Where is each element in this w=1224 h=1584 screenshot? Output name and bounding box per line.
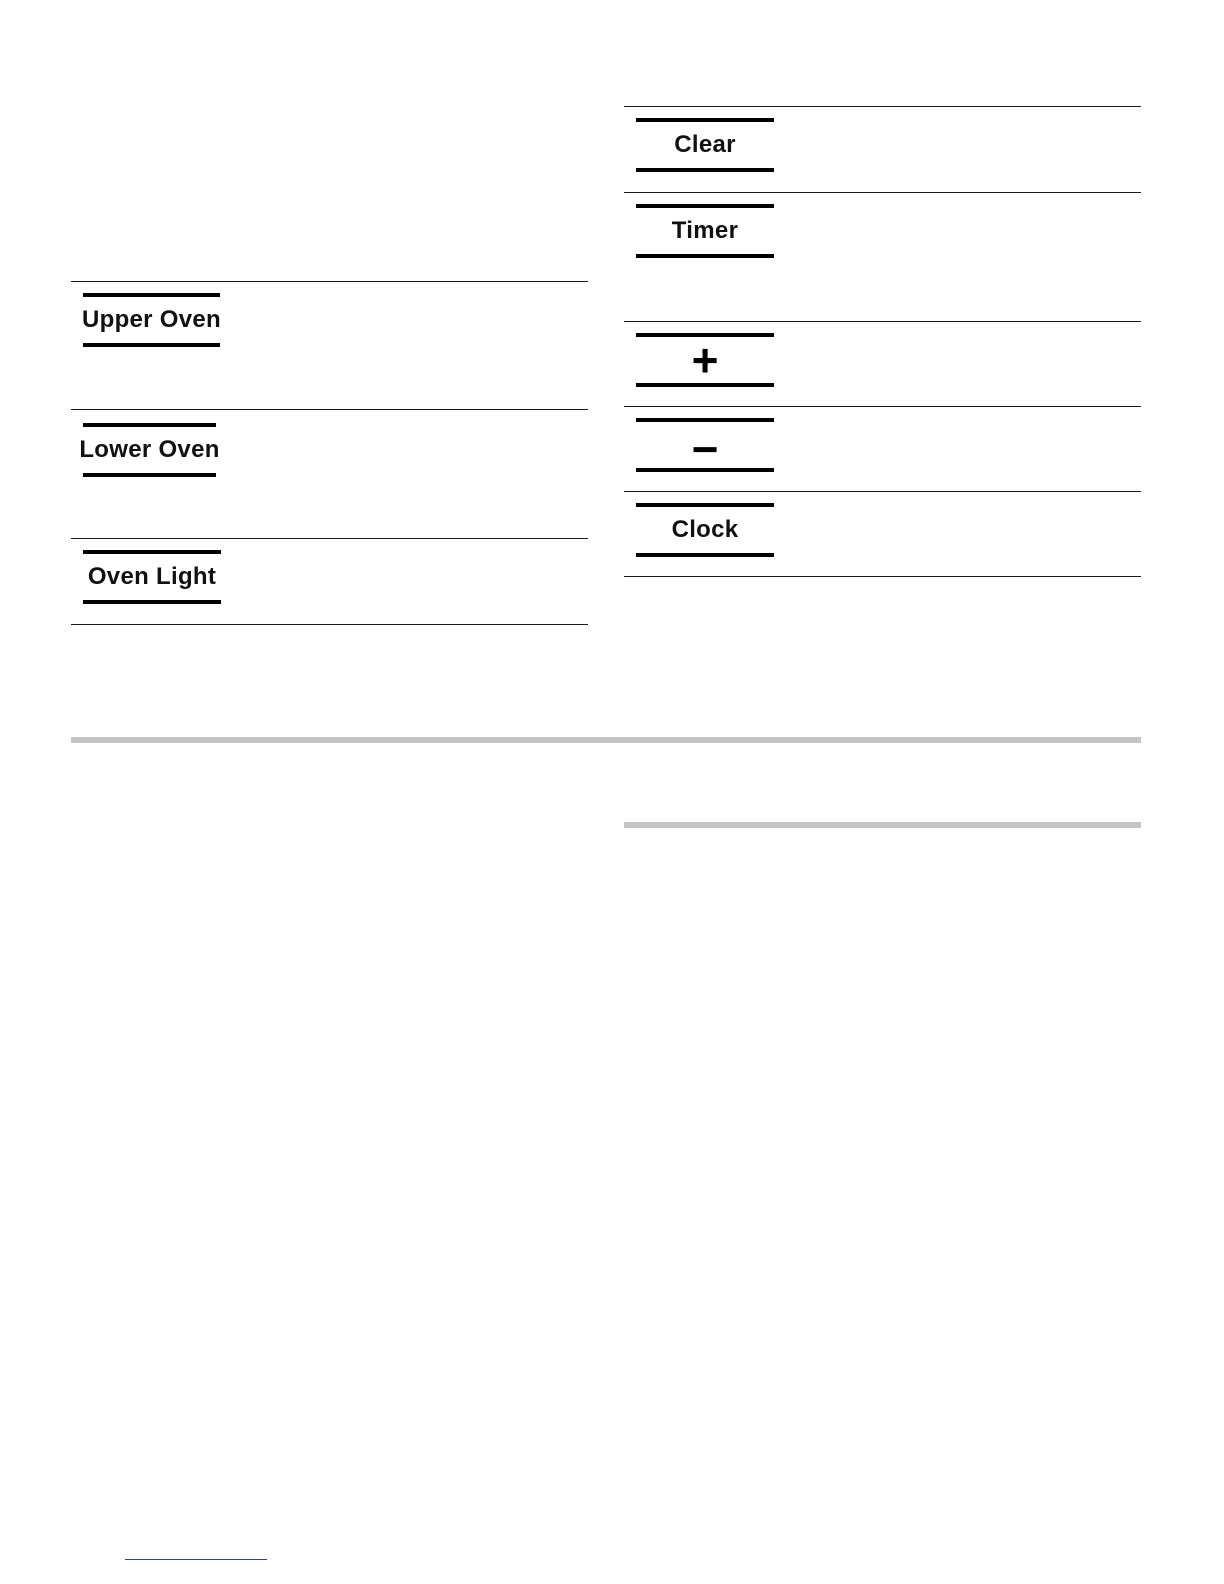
clock-key [636, 503, 774, 557]
table-rule [624, 321, 1141, 322]
plus-icon: + [691, 334, 719, 386]
timer-key [636, 204, 774, 258]
clear-key [636, 118, 774, 172]
upper-oven-key-label: Upper Oven [81, 306, 222, 333]
subsection-divider-bar [624, 822, 1141, 828]
timer-key-label: Timer [671, 217, 739, 244]
table-rule [624, 491, 1141, 492]
oven-light-key [83, 550, 221, 604]
lower-oven-key [79, 423, 220, 477]
table-rule [624, 406, 1141, 407]
oven-light-key-label: Oven Light [87, 563, 217, 590]
lower-oven-key-label: Lower Oven [79, 436, 220, 463]
plus-key [636, 333, 774, 387]
clock-key-label: Clock [671, 516, 739, 543]
table-rule [624, 192, 1141, 193]
table-rule [71, 538, 588, 539]
section-divider-bar [71, 737, 1141, 743]
clear-key-label: Clear [674, 131, 736, 158]
table-rule [71, 409, 588, 410]
upper-oven-key [83, 293, 220, 347]
minus-icon: − [691, 423, 719, 475]
minus-key [636, 418, 774, 475]
footnote-link-underline[interactable] [125, 1559, 267, 1560]
table-rule [71, 281, 588, 282]
table-rule [71, 624, 588, 625]
table-rule [624, 576, 1141, 577]
table-rule [624, 106, 1141, 107]
